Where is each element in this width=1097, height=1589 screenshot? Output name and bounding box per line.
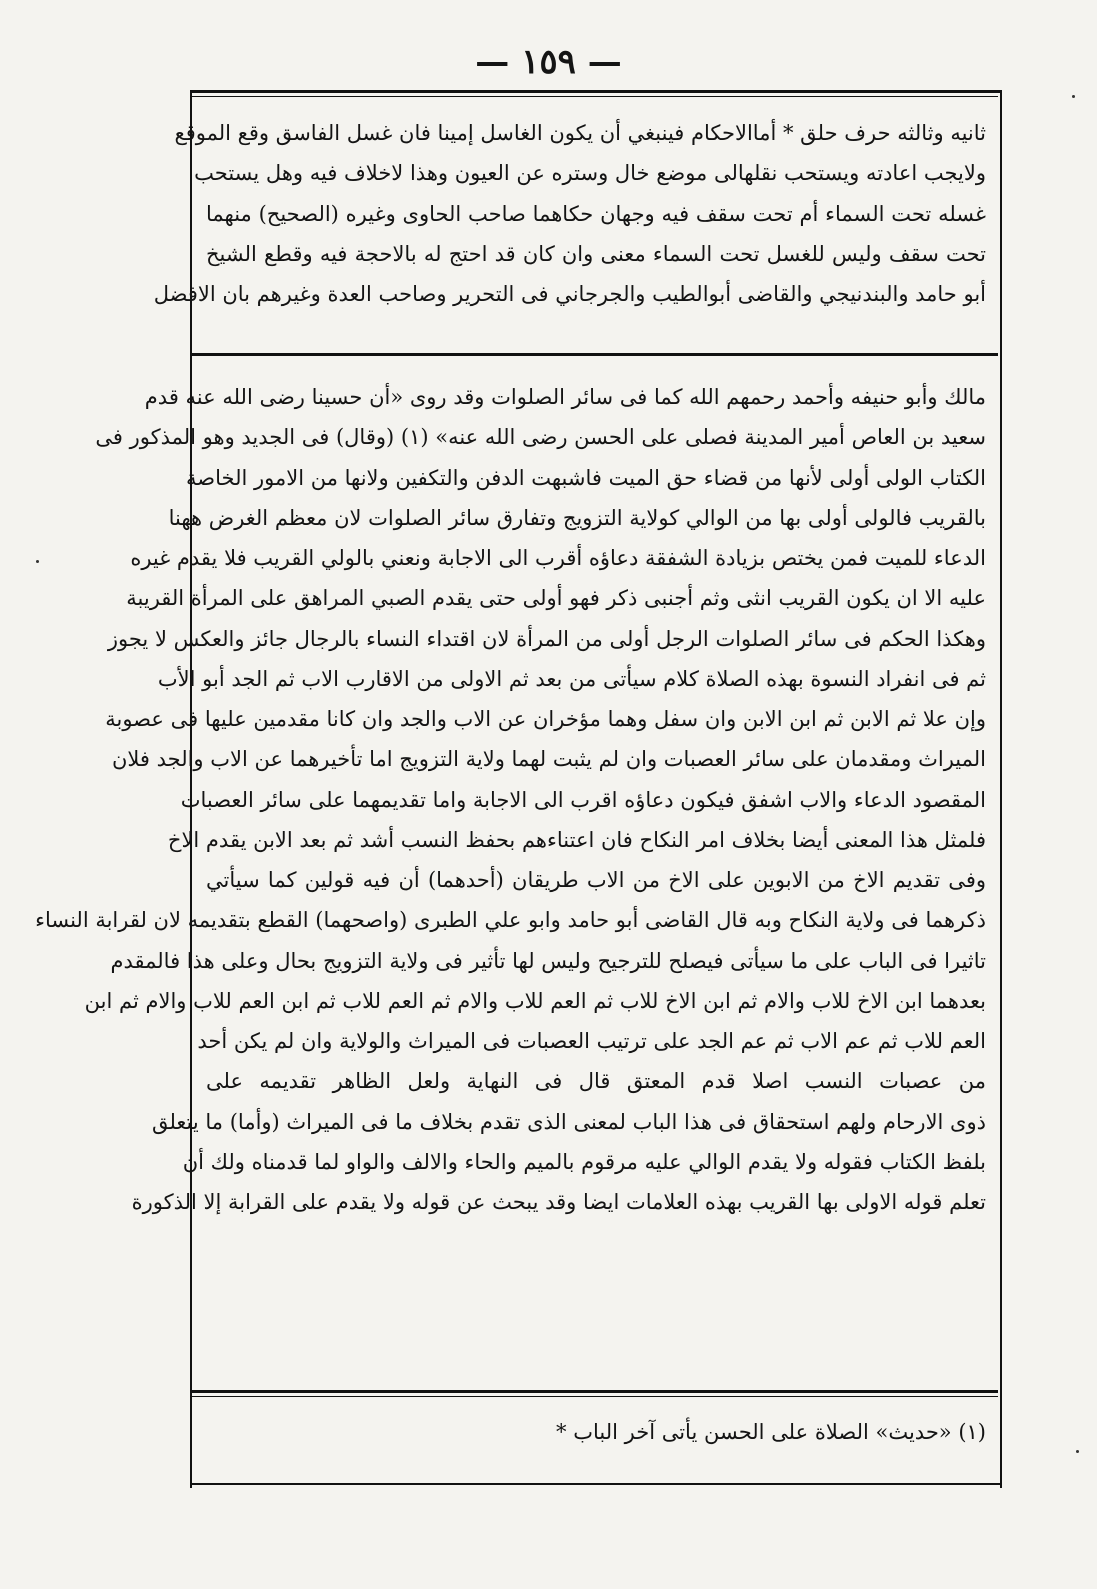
text-line: العم للاب ثم عم الاب ثم عم الجد على ترتيب العصبات فى الميراث والولاية وان لم يكن أحد	[197, 1029, 986, 1053]
frame-bottom-rule	[190, 1483, 1000, 1485]
text-line: ذوى الارحام ولهم استحقاق فى هذا الباب لمعنى الذى تقدم بخلاف ما فى الميراث (وأما) ما يتعلق	[151, 1109, 986, 1134]
frame-inner-rule	[192, 96, 998, 97]
text-line: فلمثل هذا المعنى أيضا بخلاف امر النكاح فان اعتناءهم بحفظ النسب أشد ثم بعد الابن يقدم الاخ	[167, 827, 986, 852]
scan-speck	[36, 560, 39, 563]
text-line: مالك وأبو حنيفه وأحمد رحمهم الله كما فى سائر الصلوات وقد روى «أن حسينا رضى الله عنه قدم	[144, 385, 986, 409]
text-line: وفى تقديم الاخ من الابوين على الاخ من الاب طريقان (أحدهما) أن فيه قولين كما سيأتي	[206, 868, 986, 892]
text-line: تحت سقف وليس للغسل تحت السماء معنى وان كان قد احتج له بالاحجة فيه وقطع الشيخ	[206, 241, 986, 266]
text-line: ثانيه وثالثه حرف حلق * أماالاحكام فينبغي أن يكون الغاسل إمينا فان غسل الفاسق وقع الموقع	[174, 121, 986, 145]
text-line: عليه الا ان يكون القريب انثى وثم أجنبى ذكر فهو أولى حتى يقدم الصبي المراهق على المرأة القريبة	[126, 586, 986, 611]
text-line: وإن علا ثم الابن ثم ابن الابن وان سفل وهما مؤخران عن الاب والجد وان كانا مقدمين عليها فى عصوبة	[105, 707, 986, 731]
text-line: ثم فى انفراد النسوة بهذه الصلاة كلام سيأتى من بعد ثم الاولى من الاقارب الاب ثم الجد أبو الأب	[157, 666, 986, 691]
text-line: تعلم قوله الاولى بها القريب بهذه العلامات ايضا وقد يبحث عن قوله ولا يقدم على القرابة إلا الذكورة	[131, 1190, 986, 1214]
footnote-divider-thin	[192, 1396, 998, 1397]
text-line: الدعاء للميت فمن يختص بزيادة الشفقة دعاؤه أقرب الى الاجابة ونعني بالولي القريب فلا يقدم غيره	[130, 546, 986, 570]
text-line: أبو حامد والبندنيجي والقاضى أبوالطيب والجرجاني فى التحرير وصاحب العدة وغيرهم بان الافضل	[153, 282, 986, 307]
text-line: بعدهما ابن الاخ للاب والام ثم ابن الاخ للاب ثم العم للاب والام ثم العم للاب ثم ابن العم للاب والام ثم ابن	[84, 988, 986, 1013]
footnote-divider	[192, 1390, 998, 1393]
text-line: المقصود الدعاء والاب اشفق فيكون دعاؤه اقرب الى الاجابة واما تقديمهما على سائر العصبات	[180, 787, 986, 812]
scan-speck	[1072, 95, 1075, 98]
text-line: ذكرهما فى ولاية النكاح وبه قال القاضى أبو حامد وابو علي الطبرى (واصحهما) القطع بتقديمه لان لقرابة النساء	[35, 908, 986, 933]
page-number: — ١٥٩ —	[475, 42, 622, 82]
text-line: سعيد بن العاص أمير المدينة فصلى على الحسن رضى الله عنه» (١) (وقال) فى الجديد وهو المذكور فى	[95, 425, 986, 450]
text-line: غسله تحت السماء أم تحت سقف فيه وجهان حكاهما صاحب الحاوى وغيره (الصحيح) منهما	[206, 201, 986, 226]
section-divider	[192, 353, 998, 356]
upper-text-block	[153, 113, 986, 314]
text-line: بالقريب فالولى أولى بها من الوالي كولاية التزويج وتفارق سائر الصلوات لان معظم الغرض ههنا	[168, 505, 986, 530]
text-line: الكتاب الولى أولى لأنها من قضاء حق الميت فاشبهت الدفن والتكفين ولانها من الامور الخاصة	[186, 465, 986, 490]
text-line: من عصبات النسب اصلا قدم المعتق قال فى النهاية ولعل الظاهر تقديمه على	[206, 1069, 986, 1094]
lower-text-block	[35, 377, 986, 1222]
text-line: بلفظ الكتاب فقوله ولا يقدم الوالي عليه مرقوم بالميم والحاء والالف والواو لما قدمناه ولك أن	[182, 1149, 986, 1174]
text-line: تاثيرا فى الباب على ما سيأتى فيصلح للترجيح وليس لها تأثير فى ولاية التزويج بحال وعلى هذا فالمقدم	[110, 948, 986, 973]
text-line: الميراث ومقدمان على سائر العصبات وان لم يثبت لهما ولاية التزويج اما تأخيرهما عن الاب والجد فلان	[111, 747, 986, 772]
text-line: وهكذا الحكم فى سائر الصلوات الرجل أولى من المرأة لان اقتداء النساء بالرجال جائز والعكس لا يجوز	[107, 626, 986, 651]
footnote: (١) «حديث» الصلاة على الحسن يأتى آخر الباب *	[556, 1420, 986, 1444]
scan-speck	[1076, 1450, 1079, 1453]
text-line: ولايجب اعادته ويستحب نقلهالى موضع خال وستره عن العيون وهذا لاخلاف فيه وهل يستحب	[194, 161, 986, 186]
